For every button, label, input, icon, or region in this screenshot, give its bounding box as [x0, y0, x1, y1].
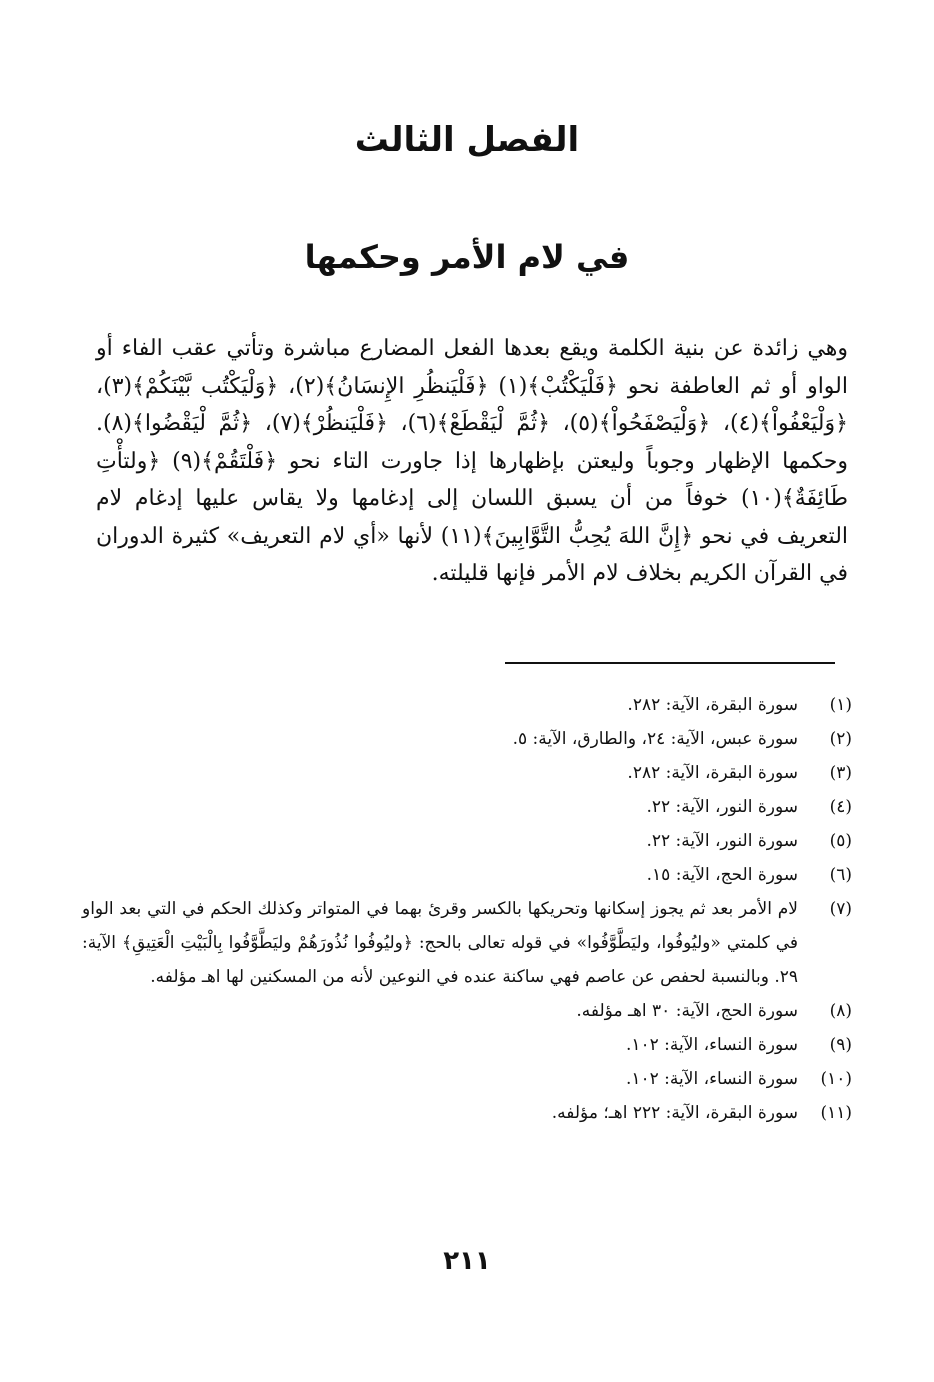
body-paragraph: وهي زائدة عن بنية الكلمة ويقع بعدها الفعل المضارع مباشرة وتأتي عقب الفاء أو الواو أو ثم العاطفة نحو ﴿فَلْيَكْتُبْ﴾(١) ﴿فَلْيَنظُرِ الإِنسَانُ﴾(٢)، ﴿وَلْيَكْتُب بَّيْنَكُمْ﴾(٣)، ﴿وَلْيَعْفُواْ﴾(٤)، ﴿وَلْيَصْفَحُواْ﴾(٥)، ﴿ثُمَّ لْيَقْطَعْ﴾(٦)، ﴿فَلْيَنظُرْ﴾(٧)، ﴿ثُمَّ لْيَقْضُوا﴾(٨). وحكمها الإظهار وجوباً وليعتن بإظهارها إذا جاورت التاء نحو ﴿فَلْتَقُمْ﴾(٩) ﴿ولتأْتِ طَائِفَةٌ﴾(١٠) خوفاً من أن يسبق اللسان إلى إدغامها ولا يقاس عليها إدغام لام التعريف في نحو ﴿إِنَّ اللهَ يُحِبُّ التَّوَّابِينَ﴾(١١) لأنها «أي لام التعريف» كثيرة الدوران في القرآن الكريم بخلاف لام الأمر فإنها قليلته.: [96, 336, 849, 586]
footnote-item: [82, 688, 852, 722]
footnote-number: (١٠): [820, 1069, 852, 1089]
footnote-text: سورة عبس، الآية: ٢٤، والطارق، الآية: ٥.: [512, 729, 798, 749]
footnote-item: [82, 824, 852, 858]
footnote-text: سورة النساء، الآية: ١٠٢.: [625, 1035, 798, 1055]
footnote-number: (٣): [829, 763, 852, 783]
footnote-item: [82, 722, 852, 756]
footnote-divider: [505, 662, 835, 664]
footnote-text: سورة البقرة، الآية: ٢٨٢.: [627, 763, 798, 783]
footnote-item: [82, 892, 852, 994]
footnote-number: (٧): [829, 899, 852, 919]
footnote-text: سورة النساء، الآية: ١٠٢.: [625, 1069, 798, 1089]
footnote-item: [82, 858, 852, 892]
footnote-number: (٨): [829, 1001, 852, 1021]
footnote-item: [82, 1062, 852, 1096]
page-number: ٢١١: [443, 1246, 491, 1276]
footnote-text: سورة النور، الآية: ٢٢.: [646, 797, 798, 817]
footnote-item: [82, 1096, 852, 1130]
footnote-number: (٢): [829, 729, 852, 749]
footnote-text: سورة البقرة، الآية: ٢٢٢ اهـ؛ مؤلفه.: [551, 1103, 798, 1123]
footnote-number: (١١): [820, 1103, 852, 1123]
footnote-item: [82, 1028, 852, 1062]
section-title: في لام الأمر وحكمها: [304, 238, 630, 276]
footnote-item: [82, 790, 852, 824]
footnote-number: (٦): [829, 865, 852, 885]
footnote-text: سورة الحج، الآية: ٣٠ اهـ مؤلفه.: [576, 1001, 798, 1021]
footnote-number: (٤): [829, 797, 852, 817]
chapter-title: الفصل الثالث: [354, 120, 580, 160]
footnotes-list: [82, 688, 852, 1130]
footnote-number: (١): [829, 695, 852, 715]
footnote-text: سورة النور، الآية: ٢٢.: [646, 831, 798, 851]
footnote-item: [82, 756, 852, 790]
footnote-text: لام الأمر بعد ثم يجوز إسكانها وتحريكها بالكسر وقرئ بهما في المتواتر وكذلك الحكم في التي بعد الواو في كلمتي «وليُوفُوا، وليَطَّوَّفُوا» في قوله تعالى بالحج: ﴿وليُوفُوا نُذُورَهُمْ وليَطَّوَّفُوا بِالْبَيْتِ الْعَتِيقِ﴾ الآية: ٢٩. وبالنسبة لحفص عن عاصم فهي ساكنة عنده في النوعين لأنه من المسكنين لها اهـ مؤلفه.: [82, 899, 798, 987]
footnote-number: (٩): [829, 1035, 852, 1055]
footnote-number: (٥): [829, 831, 852, 851]
footnote-text: سورة البقرة، الآية: ٢٨٢.: [627, 695, 798, 715]
footnote-item: [82, 994, 852, 1028]
footnote-text: سورة الحج، الآية: ١٥.: [646, 865, 798, 885]
